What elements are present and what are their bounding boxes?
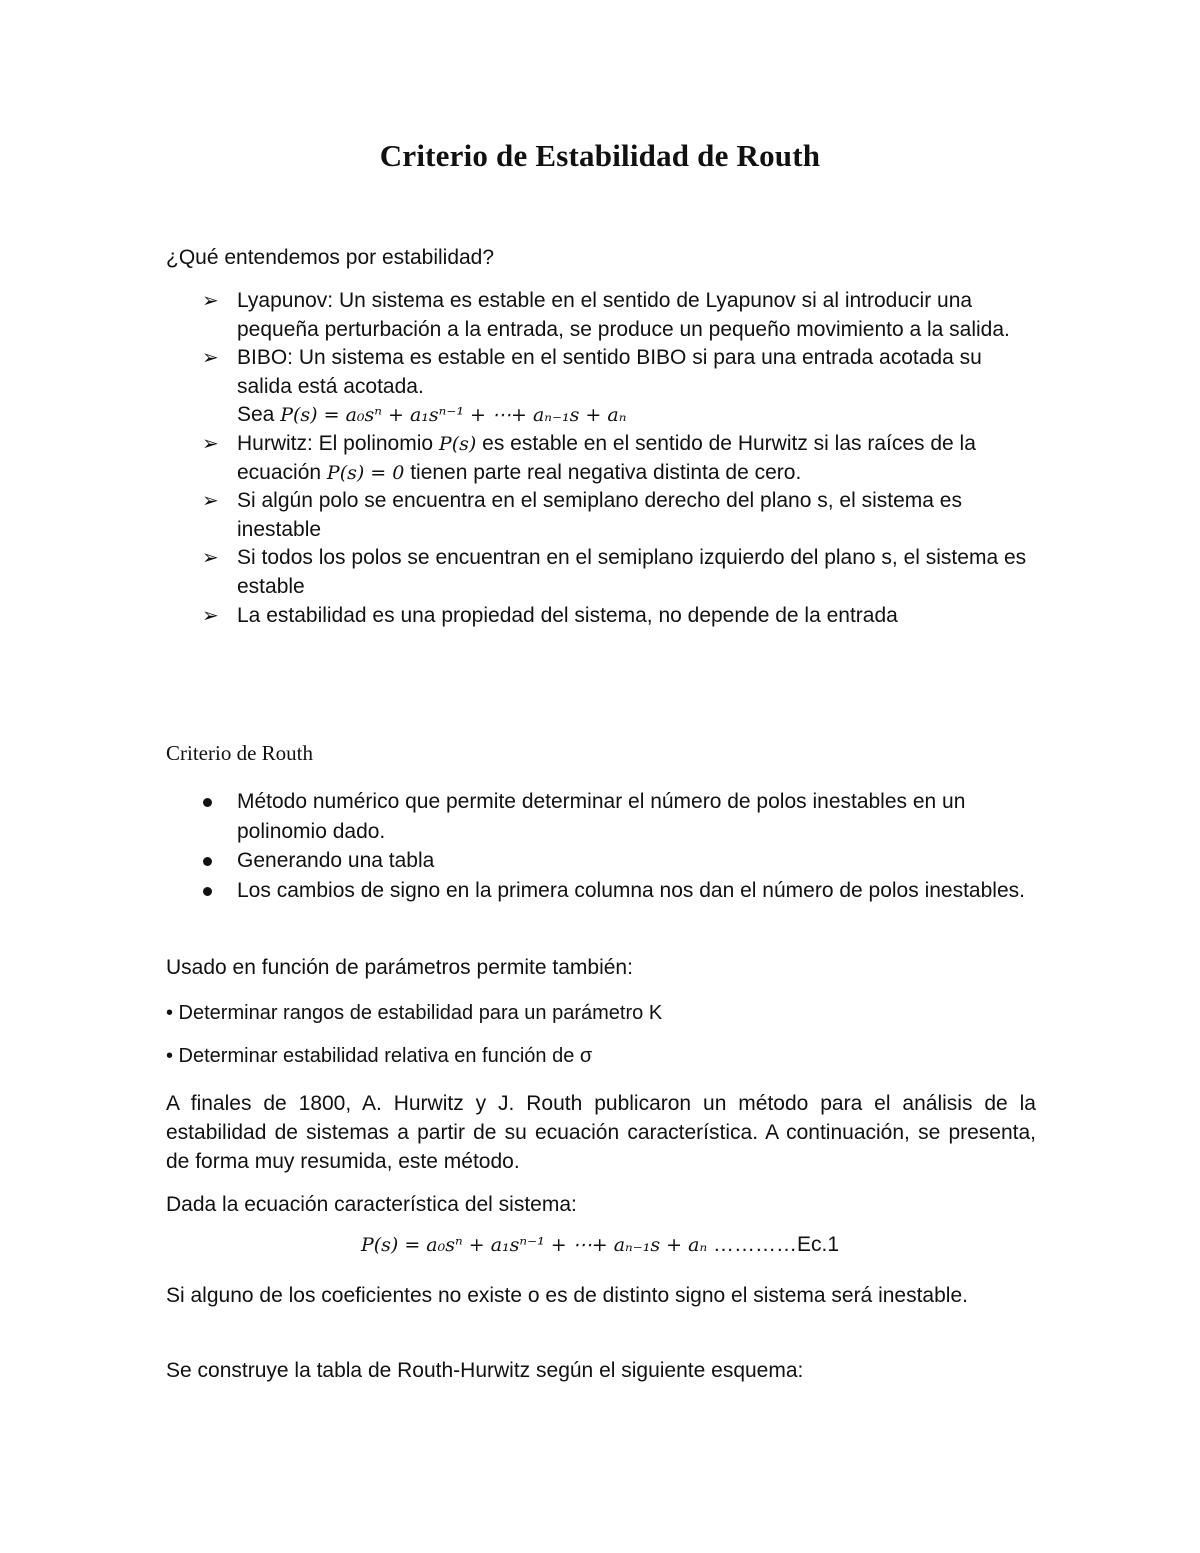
list-item: [166, 430, 1036, 487]
arrow-bullet-icon: ➢: [202, 347, 219, 370]
list-item-text: Generando una tabla: [237, 849, 435, 872]
page-title: Criterio de Estabilidad de Routh: [379, 138, 821, 173]
equation-label: Ec.1: [797, 1233, 840, 1256]
system-property-statement: La estabilidad es una propiedad del sistema, no depende de la entrada: [237, 603, 898, 627]
arrow-bullet-icon: ➢: [202, 604, 219, 627]
list-item: [166, 787, 1036, 846]
list-item: [166, 487, 1036, 544]
polynomial-formula: P(s) = a₀sⁿ + a₁sⁿ⁻¹ + ⋯+ aₙ₋₁s + aₙ: [280, 404, 627, 427]
table-intro: Se construye la tabla de Routh-Hurwitz según el siguiente esquema:: [166, 1359, 804, 1382]
list-item: [166, 846, 1036, 876]
arrow-bullet-icon: ➢: [202, 490, 219, 513]
arrow-bullet-icon: ➢: [202, 290, 219, 312]
routh-section-heading: Criterio de Routh: [166, 741, 313, 765]
list-item: [166, 344, 1036, 401]
list-item-text: Método numérico que permite determinar el número de polos inestables en un polinomio dado.: [237, 790, 966, 843]
list-item: [166, 876, 1036, 906]
equation-formula: P(s) = a₀sⁿ + a₁sⁿ⁻¹ + ⋯+ aₙ₋₁s + aₙ: [360, 1234, 708, 1256]
routh-features-list: [166, 787, 1036, 905]
bullet-dot-icon: [203, 857, 212, 866]
params-intro: Usado en función de parámetros permite también:: [166, 956, 633, 979]
hurwitz-text-a: Hurwitz: El polinomio: [237, 431, 434, 455]
equation-dots: …………: [713, 1233, 797, 1256]
history-paragraph: A finales de 1800, A. Hurwitz y J. Routh publicaron un método para el análisis de la estabilidad de sistemas a partir de su ecuación característica. A continuación, se presenta, de forma muy resumida, este método.: [166, 1092, 1036, 1173]
stability-definitions-list: [166, 287, 1036, 630]
bibo-definition: BIBO: Un sistema es estable en el sentido BIBO si para una entrada acotada su salida está acotada.: [237, 346, 982, 398]
arrow-bullet-icon: ➢: [202, 432, 219, 455]
lyapunov-definition: Lyapunov: Un sistema es estable en el sentido de Lyapunov si al introducir una pequeña perturbación a la entrada, se produce un pequeño movimiento a la salida.: [237, 289, 1010, 341]
hurwitz-formula-a: P(s): [438, 432, 477, 455]
bullet-dot-icon: [203, 798, 212, 807]
left-half-plane-statement: Si todos los polos se encuentran en el semiplano izquierdo del plano s, el sistema es estable: [237, 546, 1027, 598]
right-half-plane-statement: Si algún polo se encuentra en el semiplano derecho del plano s, el sistema es inestable: [237, 489, 962, 541]
char-eq-intro: Dada la ecuación característica del sistema:: [166, 1193, 577, 1216]
hurwitz-text-b: es estable en el sentido de Hurwitz si las raíces de la ecuación: [237, 431, 976, 484]
hurwitz-formula-b: P(s) = 0: [326, 461, 405, 484]
list-item-text: Los cambios de signo en la primera columna nos dan el número de polos inestables.: [237, 878, 1025, 902]
sea-label: Sea: [237, 403, 275, 427]
list-item: [166, 602, 1036, 631]
arrow-bullet-icon: ➢: [202, 547, 219, 570]
coefficients-paragraph: Si alguno de los coeficientes no existe o es de distinto signo el sistema será inestable.: [166, 1284, 968, 1307]
equation-line: [0, 1233, 1200, 1257]
list-item-continuation: [166, 401, 1036, 430]
param-bullet-sigma: • Determinar estabilidad relativa en función de σ: [166, 1045, 593, 1067]
param-bullet-k: • Determinar rangos de estabilidad para un parámetro K: [166, 1002, 663, 1024]
list-item: [166, 544, 1036, 601]
question-heading: ¿Qué entendemos por estabilidad?: [166, 246, 495, 269]
bullet-dot-icon: [203, 887, 212, 896]
hurwitz-text-c: tienen parte real negativa distinta de cero.: [410, 460, 802, 484]
list-item: [166, 287, 1036, 344]
